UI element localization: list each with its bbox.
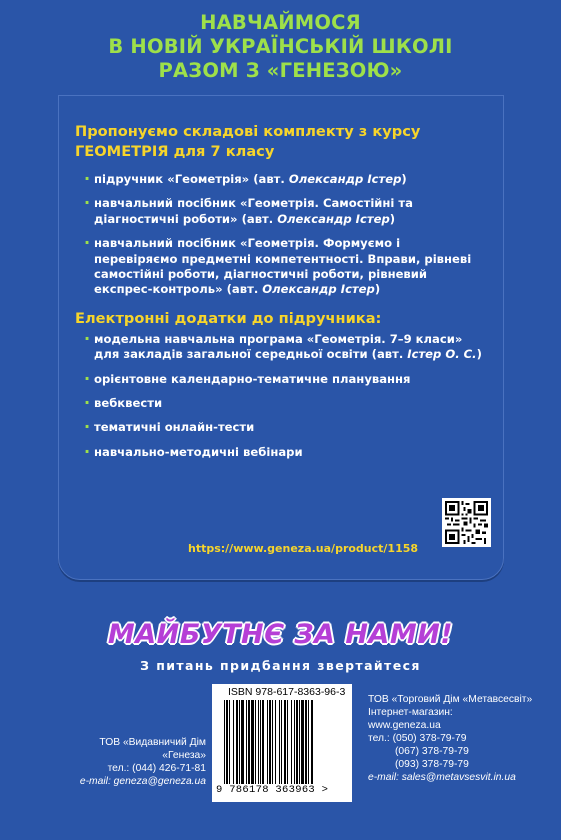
info-panel xyxy=(58,95,504,580)
item-text: навчальний посібник «Геометрія. Формуємо і перевіряємо предметні компетентності. Вправи, рівневі самостійні роботи, діагностичні роботи, рівневий експрес-контроль» (авт. xyxy=(94,236,472,297)
section2-title: Електронні додатки до підручника: xyxy=(75,309,382,327)
list-item xyxy=(82,445,487,460)
kit-components-list xyxy=(75,172,487,298)
trade-email: e-mail: sales@metavsesvit.in.ua xyxy=(368,772,516,783)
item-text: навчальний посібник «Геометрія. Самостійні та діагностичні роботи» (авт. xyxy=(94,196,413,226)
header-line-1: НАВЧАЙМОСЯ xyxy=(200,11,361,34)
item-text: модельна навчальна програма «Геометрія. 7–9 класи» для закладів загальної середньої освіти (авт. xyxy=(94,331,463,362)
item-end: ) xyxy=(401,172,407,186)
item-author: Олександр Істер xyxy=(262,282,375,297)
publisher-email: e-mail: geneza@geneza.ua xyxy=(79,776,206,787)
isbn-barcode xyxy=(212,684,352,802)
shop-site: www.geneza.ua xyxy=(368,720,441,731)
trade-phone-1: тел.: (050) 378-79-79 xyxy=(368,733,467,744)
header xyxy=(0,0,561,95)
item-author: Олександр Істер xyxy=(288,172,402,186)
isbn-label: ISBN 978-617-8363-96-3 xyxy=(228,686,346,698)
item-text: підручник «Геометрія» (авт. xyxy=(94,172,289,186)
list-item xyxy=(82,420,487,435)
barcode-icon xyxy=(224,700,340,784)
item-text: вебквести xyxy=(94,396,163,411)
trade-phone-3: (093) 378-79-79 xyxy=(395,759,469,770)
list-item xyxy=(82,196,487,227)
item-text: орієнтовне календарно-тематичне планування xyxy=(94,371,411,386)
item-end: ) xyxy=(476,347,482,362)
list-item xyxy=(82,396,487,411)
header-line-3: РАЗОМ З «ГЕНЕЗОЮ» xyxy=(158,59,403,82)
list-item xyxy=(82,332,487,363)
barcode-digits: 9 786178 363963 > xyxy=(216,784,329,796)
publisher-left xyxy=(76,736,206,788)
item-text: навчально-методичні вебінари xyxy=(94,444,303,459)
item-end: ) xyxy=(389,211,396,226)
header-line-2: В НОВІЙ УКРАЇНСЬКІЙ ШКОЛІ xyxy=(108,35,453,58)
item-author: Олександр Істер xyxy=(277,211,390,226)
item-text: тематичні онлайн-тести xyxy=(94,420,255,435)
contact-line: З питань придбання звертайтеся xyxy=(140,658,421,673)
publisher-name-line1: ТОВ «Видавничий Дім xyxy=(99,737,206,748)
trade-house-name: ТОВ «Торговий Дім «Метавсесвіт» xyxy=(368,694,533,705)
list-item xyxy=(82,372,487,387)
section1-title-line1: Пропонуємо складові комплекту з курсу xyxy=(75,123,421,140)
list-item xyxy=(82,172,487,187)
product-url-link[interactable]: https://www.geneza.ua/product/1158 xyxy=(188,542,419,555)
trade-phone-2: (067) 378-79-79 xyxy=(395,746,469,757)
shop-label: Інтернет-магазин: xyxy=(368,707,453,718)
electronic-supplements-list xyxy=(75,332,487,460)
publisher-phone: тел.: (044) 426-71-81 xyxy=(107,763,206,774)
section1-title-line2: ГЕОМЕТРІЯ для 7 класу xyxy=(75,143,275,160)
item-end: ) xyxy=(374,282,381,297)
publisher-name-line2: «Генеза» xyxy=(162,750,206,761)
publisher-right xyxy=(368,693,548,784)
item-author: Істер О. С. xyxy=(407,347,477,362)
qr-code-icon[interactable] xyxy=(442,498,491,547)
slogan: МАЙБУТНЄ ЗА НАМИ! xyxy=(107,619,454,650)
list-item xyxy=(82,236,487,298)
